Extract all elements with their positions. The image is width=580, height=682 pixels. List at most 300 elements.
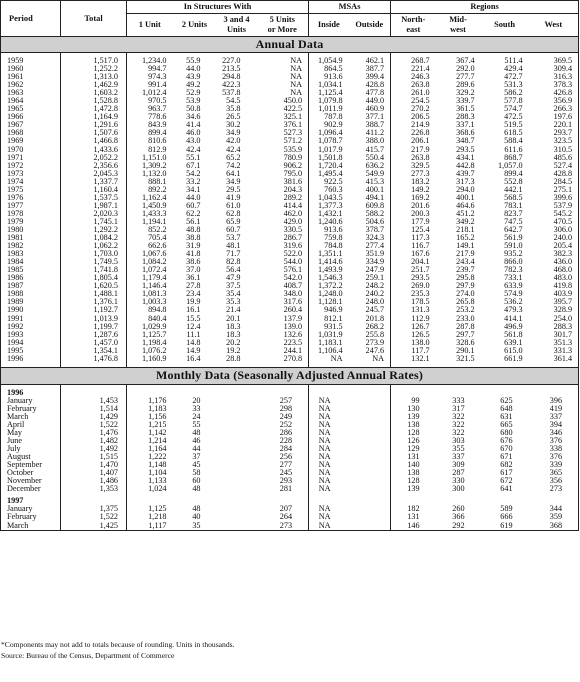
table-cell: 485.6 xyxy=(553,152,573,162)
table-cell: 11.1 xyxy=(186,329,201,339)
table-cell: 1,407 xyxy=(61,469,127,477)
table-cell: 41.4 xyxy=(186,120,201,130)
table-cell: 139 xyxy=(391,413,436,421)
table-cell: 35 xyxy=(192,520,201,530)
table-cell: 388.0 xyxy=(365,136,385,146)
table-cell: 1,029.9 xyxy=(127,323,173,331)
table-cell: 321.5 xyxy=(456,353,475,363)
table-cell: 1959 xyxy=(7,56,24,65)
table-cell: 316.3 xyxy=(553,72,573,82)
table-cell: 399.4 xyxy=(365,72,385,82)
table-cell: 16.1 xyxy=(186,305,201,315)
table-cell: NA xyxy=(290,72,303,82)
table-cell xyxy=(217,461,257,469)
table-cell: 1985 xyxy=(7,265,24,275)
table-cell: 254.0 xyxy=(553,313,573,323)
table-cell: 571.2 xyxy=(283,136,303,146)
table-cell: 1,125 xyxy=(127,505,173,513)
table-cell: 783.1 xyxy=(504,200,523,210)
table-cell: 527.4 xyxy=(553,160,573,170)
table-cell: 588.2 xyxy=(365,208,385,218)
table-cell: 351.9 xyxy=(365,249,385,259)
table-cell: 366 xyxy=(452,512,465,522)
table-cell: 428.8 xyxy=(553,168,573,178)
table-cell: NA xyxy=(309,461,349,469)
table-cell: 1,076.2 xyxy=(127,347,173,355)
table-cell: 1992 xyxy=(7,321,24,331)
table-cell: 913.6 xyxy=(309,73,349,81)
south-header: South xyxy=(481,14,529,37)
table-cell: 295.8 xyxy=(456,273,475,283)
table-cell: 1,176 xyxy=(127,397,173,405)
table-cell: 131 xyxy=(391,513,436,521)
table-cell: 34.1 xyxy=(186,184,201,194)
table-cell: 281 xyxy=(279,484,293,494)
table-cell: November xyxy=(7,476,42,486)
table-cell: 1,160.4 xyxy=(61,186,127,194)
table-cell: 260.4 xyxy=(283,305,303,315)
table-cell: 913.6 xyxy=(309,226,349,234)
table-cell: 334.9 xyxy=(365,257,385,267)
two-units-header: 2 Units xyxy=(173,14,217,37)
table-cell: 408.7 xyxy=(283,281,303,291)
table-cell: 284 xyxy=(279,444,293,454)
table-cell: 31.9 xyxy=(186,241,201,251)
table-cell: 54.5 xyxy=(226,96,241,106)
table-cell: 1,470 xyxy=(61,461,127,469)
table-cell: 20 xyxy=(192,395,201,405)
table-cell xyxy=(349,397,391,405)
table-cell xyxy=(217,421,257,429)
table-cell: 344 xyxy=(549,504,563,514)
table-cell: 284.5 xyxy=(553,176,573,186)
table-cell: 248.2 xyxy=(365,281,385,291)
table-cell: 293.7 xyxy=(553,128,573,138)
table-cell: 117.3 xyxy=(391,234,436,242)
table-cell: 922.5 xyxy=(309,178,349,186)
table-cell: 217.9 xyxy=(456,249,475,259)
table-cell: 292 xyxy=(452,520,465,530)
table-cell: 36.1 xyxy=(186,273,201,283)
table-cell: 1,493.9 xyxy=(309,266,349,274)
table-cell: NA xyxy=(309,405,349,413)
table-cell: 16.4 xyxy=(186,353,201,363)
table-cell: 970.5 xyxy=(127,97,173,105)
table-cell: 14.8 xyxy=(186,337,201,347)
table-cell: 38.8 xyxy=(186,233,201,243)
five-units-header: 5 Units or More xyxy=(257,14,309,37)
table-cell: 672 xyxy=(500,476,513,486)
table-cell: 235.3 xyxy=(391,290,436,298)
table-cell: NA xyxy=(309,513,349,521)
table-cell: February xyxy=(7,403,37,413)
table-cell: 368 xyxy=(549,520,563,530)
table-cell: 23.4 xyxy=(186,289,201,299)
table-cell: 1,433.3 xyxy=(127,210,173,218)
table-cell: 310.5 xyxy=(553,144,573,154)
table-cell: 44.0 xyxy=(186,192,201,202)
table-cell: 549.9 xyxy=(365,168,385,178)
table-cell: 778.6 xyxy=(127,113,173,121)
table-cell: 297.7 xyxy=(456,329,475,339)
table-cell: 472.7 xyxy=(504,72,523,82)
table-cell: 44 xyxy=(192,444,201,454)
table-cell: 415.7 xyxy=(365,144,385,154)
table-cell: 1,234.0 xyxy=(127,57,173,65)
table-cell: 50.8 xyxy=(186,104,201,114)
table-cell: 378.3 xyxy=(553,80,573,90)
table-cell: 477.8 xyxy=(365,88,385,98)
table-cell: 24 xyxy=(192,411,201,421)
table-cell: 48 xyxy=(192,504,201,514)
table-cell: 1991 xyxy=(7,313,24,323)
table-cell: 125.4 xyxy=(391,226,436,234)
table-cell: NA xyxy=(290,88,303,98)
table-cell: 451.2 xyxy=(456,208,475,218)
table-cell: 1,745.1 xyxy=(61,218,127,226)
table-cell: 37.0 xyxy=(186,265,201,275)
table-cell: 41.8 xyxy=(186,249,201,259)
table-cell: 286 xyxy=(279,428,293,438)
table-cell: 246.3 xyxy=(391,73,436,81)
table-cell: 479.3 xyxy=(504,305,523,315)
table-cell: 64.1 xyxy=(226,168,241,178)
table-cell: May xyxy=(7,428,23,438)
table-cell: 1966 xyxy=(7,112,24,122)
table-cell: 1,987.1 xyxy=(61,202,127,210)
table-cell: 29.5 xyxy=(226,184,241,194)
table-cell: 376 xyxy=(549,436,563,446)
table-cell: 619 xyxy=(500,520,513,530)
table-cell: 589 xyxy=(500,504,513,514)
table-cell: 396 xyxy=(549,395,563,405)
table-cell: 588.4 xyxy=(504,136,523,146)
table-cell: 633.9 xyxy=(504,281,523,291)
table-cell: 62.2 xyxy=(186,208,201,218)
table-cell: 1,292.2 xyxy=(61,226,127,234)
table-cell: 1996 xyxy=(7,353,24,363)
table-cell: 293.5 xyxy=(391,274,436,282)
table-cell: 483.0 xyxy=(553,273,573,283)
table-cell: 1,537.5 xyxy=(61,194,127,202)
table-cell: 56.4 xyxy=(226,265,241,275)
table-cell: 292.0 xyxy=(456,64,475,74)
table-cell: 1,081.3 xyxy=(127,290,173,298)
table-cell: 1,142 xyxy=(127,429,173,437)
table-cell: 74.2 xyxy=(226,160,241,170)
table-cell: 670 xyxy=(500,444,513,454)
monthly-data-title: Monthly Data (Seasonally Adjusted Annual Rates) xyxy=(1,367,579,384)
table-cell xyxy=(349,485,391,493)
table-cell: 146 xyxy=(391,522,436,531)
table-cell: January xyxy=(7,504,33,514)
table-cell: 545.2 xyxy=(553,208,573,218)
table-cell: 200.3 xyxy=(391,210,436,218)
table-row xyxy=(1,522,579,531)
table-cell: 328.9 xyxy=(553,305,573,315)
table-cell: 339.7 xyxy=(456,96,475,106)
table-cell: 470.5 xyxy=(553,216,573,226)
table-cell: 1975 xyxy=(7,184,24,194)
table-cell: 35.4 xyxy=(226,289,241,299)
table-cell: 946.9 xyxy=(309,306,349,314)
table-cell: 329.2 xyxy=(456,88,475,98)
table-cell: 1,372.2 xyxy=(309,282,349,290)
table-cell: 139 xyxy=(391,485,436,493)
table-cell: 1,291.6 xyxy=(61,121,127,129)
table-cell: 37 xyxy=(192,452,201,462)
table-cell: 472.5 xyxy=(504,112,523,122)
table-cell: 300 xyxy=(452,484,465,494)
table-cell: 369.5 xyxy=(553,56,573,65)
table-cell: 935.2 xyxy=(504,249,523,259)
table-cell xyxy=(217,405,257,413)
table-cell: 221.4 xyxy=(391,65,436,73)
table-cell xyxy=(349,522,391,531)
table-cell: 1,466.8 xyxy=(61,137,127,145)
table-cell: 888.1 xyxy=(127,178,173,186)
table-cell: 899.4 xyxy=(127,129,173,137)
table-cell xyxy=(217,477,257,485)
table-cell: 1,198.4 xyxy=(127,339,173,347)
table-cell: 1988 xyxy=(7,289,24,299)
table-cell: 522.0 xyxy=(283,249,303,259)
table-cell xyxy=(349,389,391,397)
table-cell: 868.7 xyxy=(504,152,523,162)
table-cell: 1979 xyxy=(7,216,24,226)
table-cell: 61.0 xyxy=(226,200,241,210)
table-cell: 42.4 xyxy=(186,144,201,154)
table-cell: 289.2 xyxy=(283,192,303,202)
table-cell: 240.2 xyxy=(365,289,385,299)
table-cell: 322 xyxy=(452,428,465,438)
table-cell: 18.3 xyxy=(226,329,241,339)
table-cell: 1,488.1 xyxy=(61,290,127,298)
table-cell: 496.9 xyxy=(504,321,523,331)
table-cell: 504.6 xyxy=(365,216,385,226)
table-cell: 1970 xyxy=(7,144,24,154)
msas-group-header: MSAs xyxy=(309,1,391,14)
table-cell: 782.3 xyxy=(504,265,523,275)
table-cell: 519.5 xyxy=(504,120,523,130)
table-cell: 43.9 xyxy=(186,72,201,82)
table-cell: 126.7 xyxy=(391,323,436,331)
table-cell: 65.2 xyxy=(226,152,241,162)
table-cell: 303 xyxy=(452,436,465,446)
table-cell: NA xyxy=(309,397,349,405)
table-cell: 2,356.6 xyxy=(61,162,127,170)
table-cell: 1961 xyxy=(7,72,24,82)
table-cell: 1,011.9 xyxy=(309,105,349,113)
table-cell: 1,084.2 xyxy=(127,258,173,266)
table-cell: 34.9 xyxy=(226,128,241,138)
table-cell xyxy=(349,437,391,445)
monthly-data-rows xyxy=(1,384,579,530)
table-cell: 329.5 xyxy=(391,162,436,170)
table-cell: December xyxy=(7,484,41,494)
table-cell: 535.9 xyxy=(283,144,303,154)
table-cell: 169.2 xyxy=(391,194,436,202)
table-cell: 1,096.4 xyxy=(309,129,349,137)
table-cell: 460.9 xyxy=(365,104,385,114)
table-cell xyxy=(217,505,257,513)
table-cell: 2,020.3 xyxy=(61,210,127,218)
table-cell: NA xyxy=(309,413,349,421)
table-cell: 20.1 xyxy=(226,313,241,323)
table-cell: 537.8 xyxy=(222,88,241,98)
table-cell: 1987 xyxy=(7,281,24,291)
table-cell: 615.0 xyxy=(504,345,523,355)
table-cell: 527.3 xyxy=(283,128,303,138)
table-cell: 265.8 xyxy=(456,297,475,307)
table-cell: 1,429 xyxy=(61,413,127,421)
table-cell: 132.6 xyxy=(283,329,303,339)
table-cell: 251.7 xyxy=(391,266,436,274)
table-cell: 35.3 xyxy=(226,297,241,307)
table-cell: 1,214 xyxy=(127,437,173,445)
table-cell: 574.7 xyxy=(504,104,523,114)
table-cell: NA xyxy=(290,64,303,74)
table-cell: 631 xyxy=(500,411,513,421)
table-cell: 963.7 xyxy=(127,105,173,113)
table-cell: 268.7 xyxy=(391,57,436,65)
table-cell: 288.3 xyxy=(456,112,475,122)
table-cell xyxy=(217,469,257,477)
table-cell: 450.0 xyxy=(283,96,303,106)
table-cell: 974.3 xyxy=(127,73,173,81)
table-cell: 298 xyxy=(279,403,293,413)
table-cell xyxy=(349,405,391,413)
table-cell: NA xyxy=(309,477,349,485)
table-cell: 902.9 xyxy=(309,121,349,129)
table-cell xyxy=(349,513,391,521)
table-cell: 227.0 xyxy=(222,56,241,65)
table-cell: 1964 xyxy=(7,96,24,106)
table-cell: 46 xyxy=(192,436,201,446)
table-cell: 787.8 xyxy=(309,113,349,121)
table-cell: 44.0 xyxy=(186,64,201,74)
table-cell: 126 xyxy=(391,437,436,445)
table-cell: 387.7 xyxy=(365,64,385,74)
table-cell: 206.5 xyxy=(391,113,436,121)
table-cell: NA xyxy=(309,522,349,531)
table-cell: 260 xyxy=(452,504,465,514)
table-cell: 395.7 xyxy=(553,297,573,307)
table-cell: 1980 xyxy=(7,224,24,234)
table-cell: August xyxy=(7,452,31,462)
table-cell: 1,146.4 xyxy=(127,282,173,290)
table-cell xyxy=(217,389,257,397)
table-cell: 760.3 xyxy=(309,186,349,194)
table-cell: 991.4 xyxy=(127,81,173,89)
table-cell: 1,248.0 xyxy=(309,290,349,298)
table-cell: 1,117 xyxy=(127,522,173,531)
table-row xyxy=(1,355,579,363)
table-cell: 931.5 xyxy=(309,323,349,331)
table-cell: 894.8 xyxy=(127,306,173,314)
table-cell: 239.7 xyxy=(456,265,475,275)
table-cell: 20.2 xyxy=(226,337,241,347)
table-cell: 419 xyxy=(549,403,563,413)
table-cell: 462.0 xyxy=(283,208,303,218)
table-cell: 1,495.4 xyxy=(309,170,349,178)
table-cell: 328.6 xyxy=(456,337,475,347)
table-cell: 264 xyxy=(279,512,293,522)
table-cell xyxy=(349,477,391,485)
table-cell: 60 xyxy=(192,476,201,486)
table-cell: 213.5 xyxy=(222,64,241,74)
table-cell: 361.5 xyxy=(456,104,475,114)
table-cell: 53.7 xyxy=(226,233,241,243)
table-cell: 823.7 xyxy=(504,208,523,218)
table-cell: 132.1 xyxy=(391,355,436,363)
table-cell: 1,546.3 xyxy=(309,274,349,282)
table-cell: 165.2 xyxy=(456,233,475,243)
table-cell: 33.2 xyxy=(186,176,201,186)
table-cell: 1,453 xyxy=(61,397,127,405)
table-cell: 330.5 xyxy=(283,224,303,234)
table-cell: 48 xyxy=(192,484,201,494)
table-cell: 319.6 xyxy=(283,241,303,251)
table-cell: NA xyxy=(309,421,349,429)
table-cell: 1,337.7 xyxy=(61,178,127,186)
table-cell: 325.1 xyxy=(283,112,303,122)
table-cell: 994.7 xyxy=(127,65,173,73)
table-cell: 116.7 xyxy=(391,242,436,250)
table-cell: 1,199.7 xyxy=(61,323,127,331)
table-cell: 330 xyxy=(452,476,465,486)
source-footnote: Source: Bureau of the Census, Department of Commerce xyxy=(1,651,175,660)
table-cell: 248.0 xyxy=(365,297,385,307)
table-cell: 233.0 xyxy=(456,313,475,323)
table-cell: 228 xyxy=(279,436,293,446)
table-cell: 1994 xyxy=(7,337,24,347)
table-cell: 537.9 xyxy=(553,200,573,210)
table-cell: 1,492 xyxy=(61,445,127,453)
table-cell: 1,132.0 xyxy=(127,170,173,178)
table-cell: 1,476.8 xyxy=(61,355,127,363)
table-cell xyxy=(217,437,257,445)
table-cell: 376.1 xyxy=(283,120,303,130)
table-cell: 1,450.9 xyxy=(127,202,173,210)
table-cell: 1969 xyxy=(7,136,24,146)
table-cell: 1,457.0 xyxy=(61,339,127,347)
table-cell: 277.7 xyxy=(456,72,475,82)
table-cell: 376 xyxy=(549,452,563,462)
table-cell: 852.2 xyxy=(127,226,173,234)
table-cell: 27.8 xyxy=(186,281,201,291)
table-cell: 306.0 xyxy=(553,224,573,234)
table-cell: 1974 xyxy=(7,176,24,186)
table-cell: 356.9 xyxy=(553,96,573,106)
table-cell: 1,514 xyxy=(61,405,127,413)
table-cell: 1,482 xyxy=(61,437,127,445)
table-cell: 48 xyxy=(192,428,201,438)
table-cell: 536.2 xyxy=(504,297,523,307)
table-cell: 14.9 xyxy=(186,345,201,355)
table-cell: 428.8 xyxy=(365,80,385,90)
table-cell: 1977 xyxy=(7,200,24,210)
table-cell: 348.0 xyxy=(283,289,303,299)
table-cell: 411.2 xyxy=(365,128,385,138)
table-cell: 1963 xyxy=(7,88,24,98)
table-cell: 1,054.9 xyxy=(309,57,349,65)
table-cell: 26.5 xyxy=(226,112,241,122)
table-cell: 1,215 xyxy=(127,421,173,429)
table-cell: 561.9 xyxy=(504,233,523,243)
table-cell: 55.1 xyxy=(186,152,201,162)
table-cell: NA xyxy=(372,353,385,363)
